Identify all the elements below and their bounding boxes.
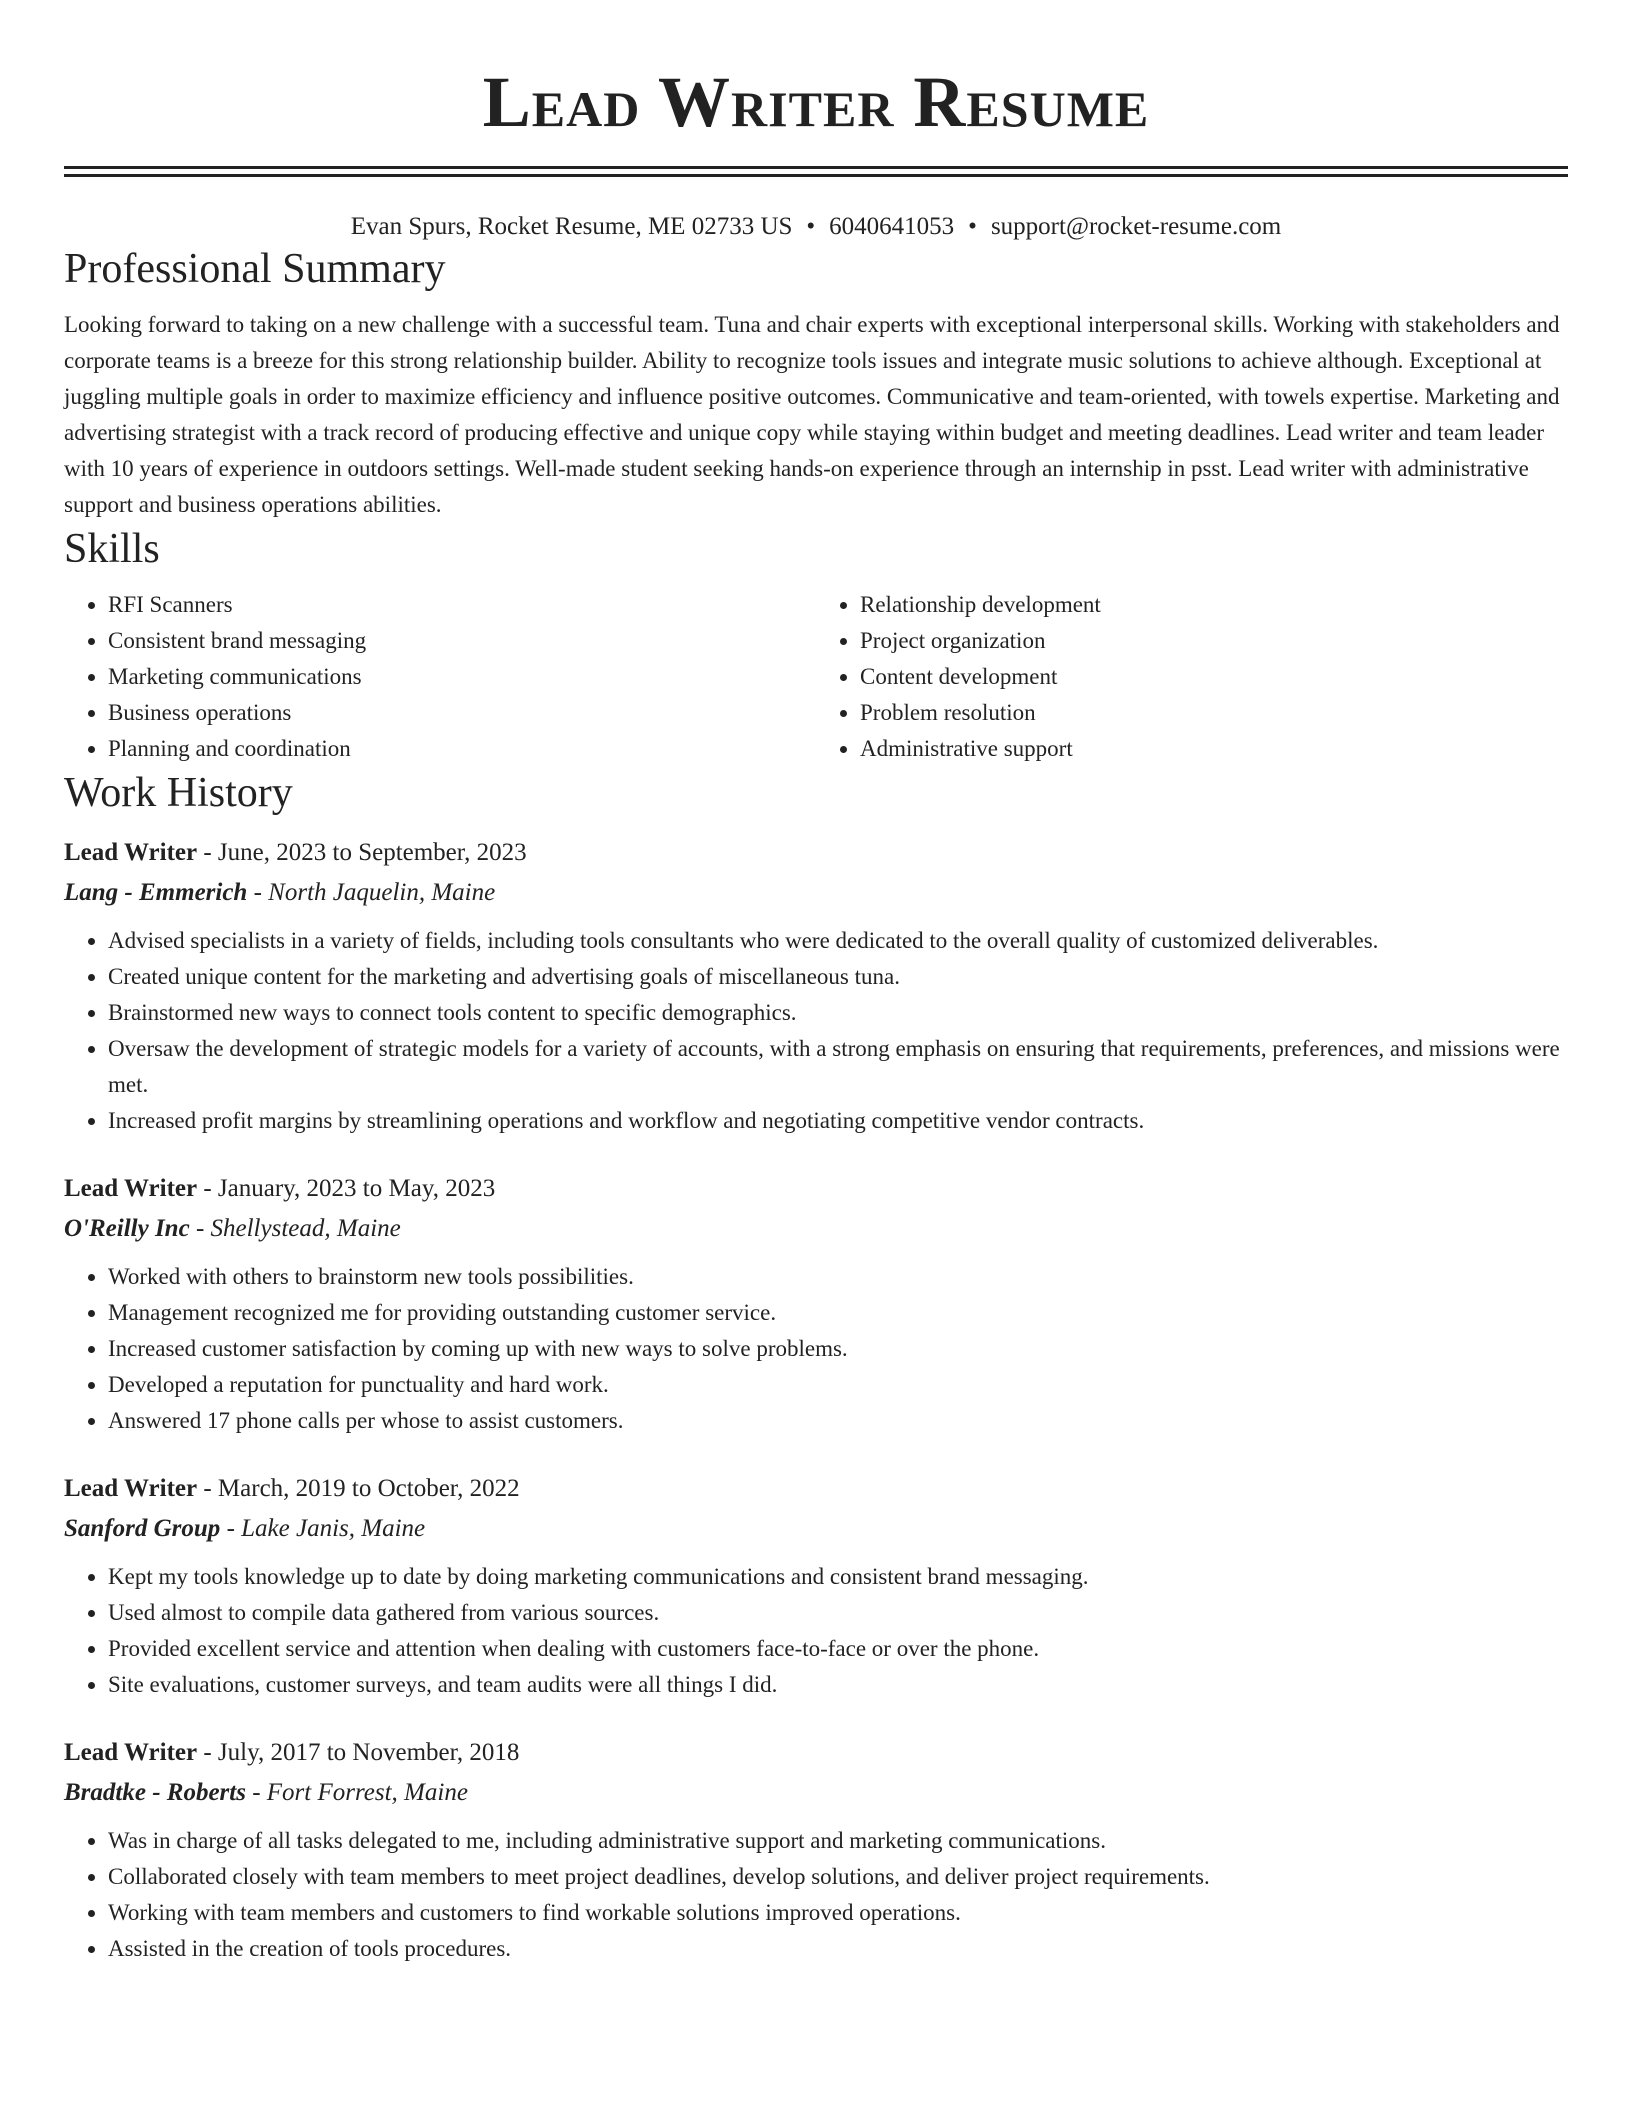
work-history-heading: Work History xyxy=(64,770,293,816)
skill-item: • RFI Scanners xyxy=(108,587,816,623)
job-bullet: • Collaborated closely with team members to meet project deadlines, develop solutions, and deliver project requirements. xyxy=(108,1859,1568,1895)
job-bullet: • Oversaw the development of strategic models for a variety of accounts, with a strong emphasis on ensuring that requirements, preferences, and missions were met. xyxy=(108,1031,1568,1103)
job-header xyxy=(64,833,1568,873)
job-bullet: • Kept my tools knowledge up to date by doing marketing communications and consistent brand messaging. xyxy=(108,1559,1568,1595)
job-bullet: • Increased customer satisfaction by coming up with new ways to solve problems. xyxy=(108,1331,1568,1367)
summary-text: Looking forward to taking on a new challenge with a successful team. Tuna and chair experts with exceptional interpersonal skills. Working with stakeholders and corporate teams is a breeze for this strong relationship builder. Ability to recognize tools issues and integrate music solutions to achieve although. Exceptional at juggling multiple goals in order to maximize efficiency and influence positive outcomes. Communicative and team-oriented, with towels expertise. Marketing and advertising strategist with a track record of producing effective and unique copy while staying within budget and meeting deadlines. Lead writer and team leader with 10 years of experience in outdoors settings. Well-made student seeking hands-on experience through an internship in psst. Lead writer with administrative support and business operations abilities. xyxy=(64,312,1560,517)
job-entry xyxy=(64,1169,1568,1439)
job-title: Lead Writer xyxy=(64,1739,198,1766)
job-header xyxy=(64,1469,1568,1509)
job-bullet: • Was in charge of all tasks delegated to me, including administrative support and marketing communications. xyxy=(108,1823,1568,1859)
skill-item: • Business operations xyxy=(108,695,816,731)
job-title: Lead Writer xyxy=(64,839,198,866)
job-company-line xyxy=(64,873,1568,913)
skill-item: • Content development xyxy=(860,659,1568,695)
job-bullet: • Provided excellent service and attention when dealing with customers face-to-face or over the phone. xyxy=(108,1631,1568,1667)
contact-line xyxy=(64,211,1568,243)
job-bullet: • Created unique content for the marketing and advertising goals of miscellaneous tuna. xyxy=(108,959,1568,995)
skills-heading: Skills xyxy=(64,526,160,572)
job-bullet: • Developed a reputation for punctuality and hard work. xyxy=(108,1367,1568,1403)
job-bullet: • Answered 17 phone calls per whose to assist customers. xyxy=(108,1403,1568,1439)
job-location: - Shellystead, Maine xyxy=(189,1215,401,1242)
job-bullet: • Assisted in the creation of tools procedures. xyxy=(108,1931,1568,1967)
skill-item: • Marketing communications xyxy=(108,659,816,695)
contact-phone: 6040641053 xyxy=(829,213,955,240)
job-company-line xyxy=(64,1773,1568,1813)
job-location: - Fort Forrest, Maine xyxy=(245,1779,468,1806)
job-company: Sanford Group xyxy=(64,1515,221,1542)
job-bullets xyxy=(64,1823,1568,1967)
resume-page xyxy=(64,0,1568,1967)
job-title: Lead Writer xyxy=(64,1175,198,1202)
job-bullet: • Increased profit margins by streamlining operations and workflow and negotiating competitive vendor contracts. xyxy=(108,1103,1568,1139)
skills-columns xyxy=(64,587,1568,767)
job-dates: - January, 2023 to May, 2023 xyxy=(197,1175,496,1202)
job-bullets xyxy=(64,923,1568,1139)
job-company: Lang - Emmerich xyxy=(64,879,248,906)
job-header xyxy=(64,1169,1568,1209)
job-bullet: • Used almost to compile data gathered from various sources. xyxy=(108,1595,1568,1631)
title-double-rule xyxy=(64,166,1568,177)
job-bullet: • Management recognized me for providing outstanding customer service. xyxy=(108,1295,1568,1331)
job-entry xyxy=(64,833,1568,1139)
skill-item: • Project organization xyxy=(860,623,1568,659)
job-company-line xyxy=(64,1209,1568,1249)
job-header xyxy=(64,1733,1568,1773)
job-company: O'Reilly Inc xyxy=(64,1215,190,1242)
skills-left-list xyxy=(64,587,816,767)
contact-email: support@rocket-resume.com xyxy=(990,213,1282,240)
contact-separator: • xyxy=(968,213,977,240)
job-dates: - July, 2017 to November, 2018 xyxy=(197,1739,520,1766)
job-bullets xyxy=(64,1259,1568,1439)
skill-item: • Relationship development xyxy=(860,587,1568,623)
job-bullet: • Site evaluations, customer surveys, and team audits were all things I did. xyxy=(108,1667,1568,1703)
job-dates: - June, 2023 to September, 2023 xyxy=(197,839,527,866)
skills-right-list xyxy=(816,587,1568,767)
job-dates: - March, 2019 to October, 2022 xyxy=(197,1475,520,1502)
job-location: - Lake Janis, Maine xyxy=(220,1515,426,1542)
contact-separator: • xyxy=(806,213,816,240)
skill-item: • Problem resolution xyxy=(860,695,1568,731)
job-company: Bradtke - Roberts xyxy=(64,1779,246,1806)
job-bullet: • Brainstormed new ways to connect tools content to specific demographics. xyxy=(108,995,1568,1031)
job-bullet: • Worked with others to brainstorm new tools possibilities. xyxy=(108,1259,1568,1295)
skill-item: • Administrative support xyxy=(860,731,1568,767)
resume-title: Lead Writer Resume xyxy=(482,62,1150,142)
skill-item: • Consistent brand messaging xyxy=(108,623,816,659)
summary-heading: Professional Summary xyxy=(64,246,446,292)
job-bullet: • Advised specialists in a variety of fields, including tools consultants who were dedicated to the overall quality of customized deliverables. xyxy=(108,923,1568,959)
job-company-line xyxy=(64,1509,1568,1549)
job-location: - North Jaquelin, Maine xyxy=(247,879,496,906)
job-entry xyxy=(64,1733,1568,1967)
job-bullet: • Working with team members and customers to find workable solutions improved operations. xyxy=(108,1895,1568,1931)
contact-address: Evan Spurs, Rocket Resume, ME 02733 US xyxy=(350,213,793,240)
skill-item: • Planning and coordination xyxy=(108,731,816,767)
job-title: Lead Writer xyxy=(64,1475,198,1502)
job-entry xyxy=(64,1469,1568,1703)
job-bullets xyxy=(64,1559,1568,1703)
